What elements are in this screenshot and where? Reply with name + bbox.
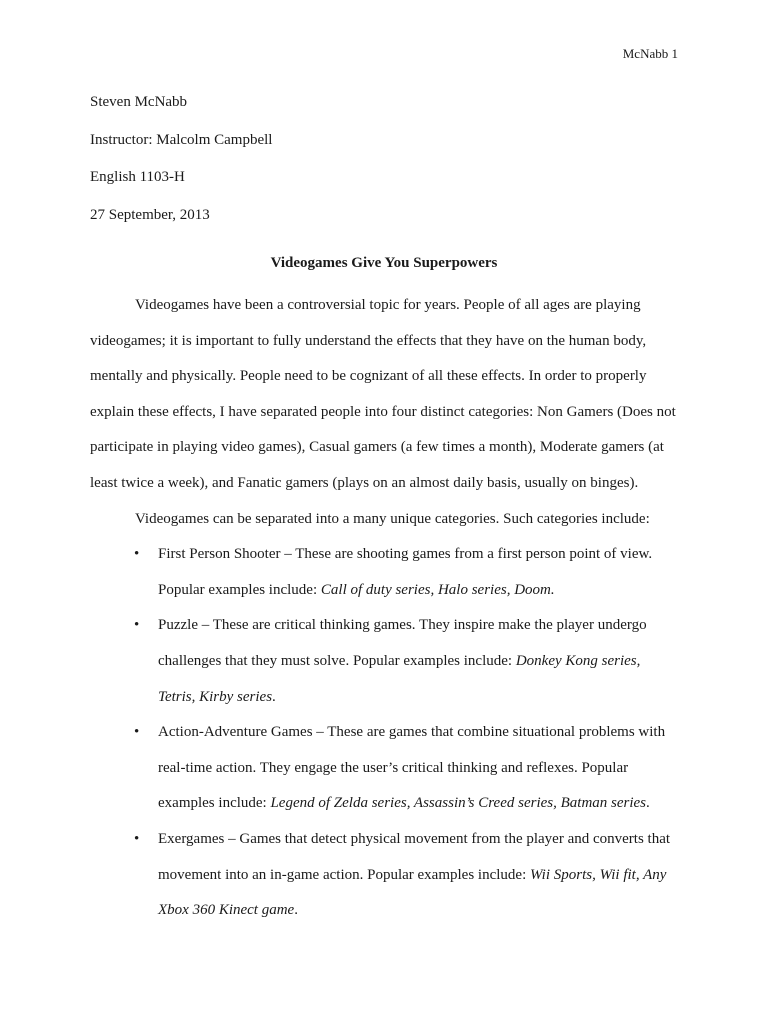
bullet-icon: • bbox=[134, 546, 140, 563]
heading-block bbox=[90, 92, 690, 242]
list-item bbox=[134, 822, 680, 929]
list-item-examples: Legend of Zelda series, Assassin’s Creed series, Batman series bbox=[270, 795, 647, 812]
list-item-text: Action-Adventure Games – These are games that combine situational problems with real-time action. They engage the user’s critical thinking and reflexes. Popular examples include: bbox=[158, 724, 666, 812]
list-item-text: Puzzle – These are critical thinking games. They inspire make the player undergo challenges that they must solve. Popular examples include: bbox=[158, 617, 647, 669]
list-item bbox=[134, 715, 680, 822]
paragraph: Videogames can be separated into a many unique categories. Such categories include: bbox=[135, 510, 650, 527]
page-header: McNabb 1 bbox=[622, 46, 678, 61]
date: 27 September, 2013 bbox=[90, 206, 210, 223]
essay-body bbox=[90, 288, 680, 929]
essay-title: Videogames Give You Superpowers bbox=[270, 255, 498, 271]
bullet-icon: • bbox=[134, 724, 140, 741]
bullet-icon: • bbox=[134, 617, 140, 634]
list-item-examples: Wii Sports, Wii fit, Any Xbox 360 Kinect game bbox=[158, 866, 667, 919]
list-item-tail: . bbox=[294, 902, 298, 919]
category-list bbox=[90, 537, 680, 929]
list-item-text: Exergames – Games that detect physical movement from the player and converts that movement into an in-game action. Popular examples include: bbox=[158, 830, 671, 883]
author-name: Steven McNabb bbox=[90, 94, 188, 110]
list-item-examples: Donkey Kong series, Tetris, Kirby series bbox=[158, 652, 641, 705]
paragraph: Videogames have been a controversial topic for years. People of all ages are playing videogames; it is important to fully understand the effects that they have on the human body, mentally and physically. People need to be cognizant of all these effects. In order to properly explain these effects, I have separated people into four distinct categories: Non Gamers (Does not participate in playing video games), Casual gamers (a few times a month), Moderate gamers (at least twice a week), and Fanatic gamers (plays on an almost daily basis, usually on binges). bbox=[90, 297, 676, 491]
list-item-text: First Person Shooter – These are shooting games from a first person point of view. Popular examples include: bbox=[158, 546, 653, 598]
list-item-tail: . bbox=[646, 795, 650, 812]
bullet-icon: • bbox=[134, 830, 140, 847]
list-item bbox=[134, 608, 680, 715]
course-name: English 1103-H bbox=[90, 169, 185, 185]
list-item-tail: . bbox=[272, 688, 276, 705]
list-item bbox=[134, 537, 680, 608]
list-item-examples: Call of duty series, Halo series, Doom. bbox=[320, 581, 555, 598]
instructor-name: Instructor: Malcolm Campbell bbox=[90, 131, 273, 148]
